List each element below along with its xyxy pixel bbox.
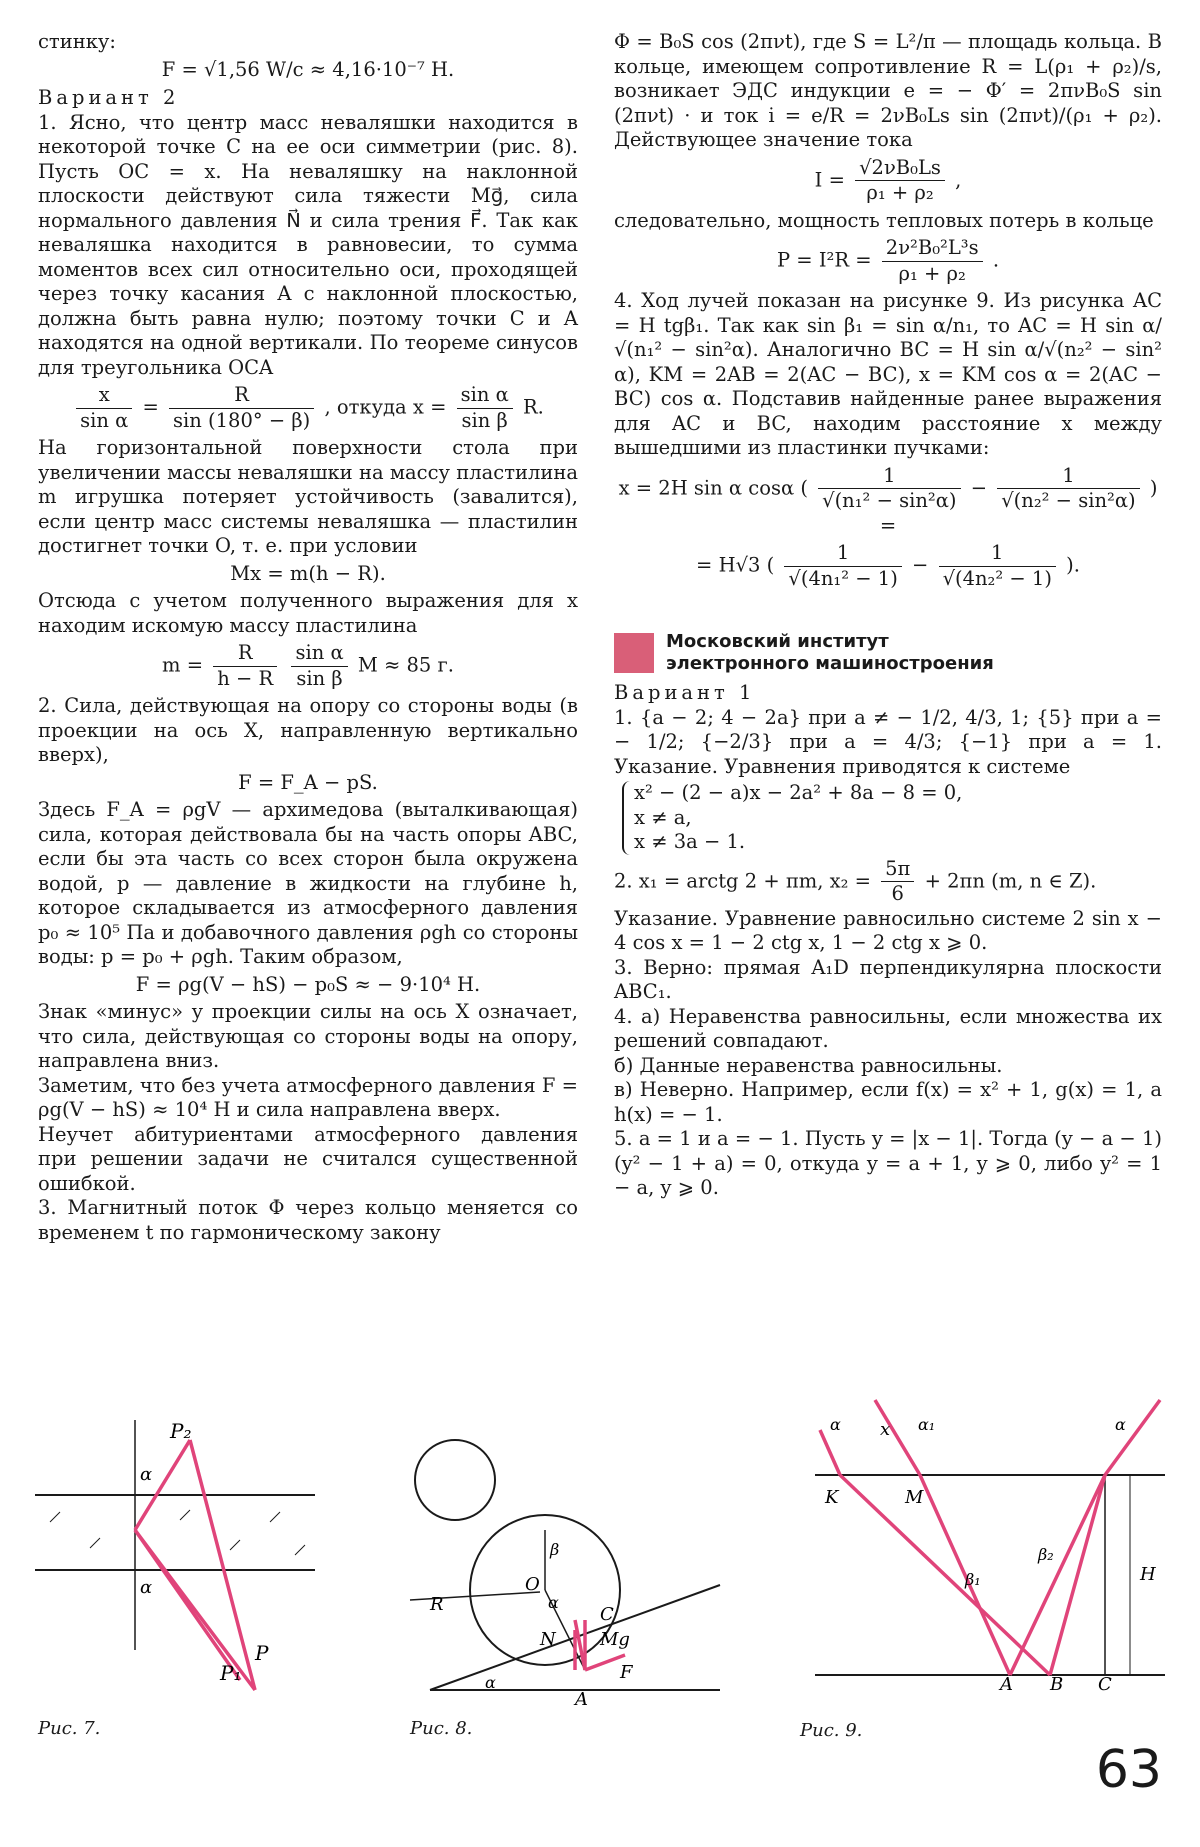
- paragraph: 3. Магнитный поток Φ через кольцо меняется со временем t по гармоническому закону: [38, 1196, 578, 1244]
- paragraph: 4. а) Неравенства равносильны, если множества их решений совпадают.: [614, 1004, 1162, 1052]
- formula: Mx = m(h − R).: [230, 561, 386, 585]
- label-beta: β: [550, 1540, 560, 1559]
- label-alpha-incline: α: [485, 1673, 496, 1692]
- label-alpha: α: [140, 1577, 153, 1598]
- text-line: стинку:: [38, 30, 116, 53]
- paragraph: 5. a = 1 и a = − 1. Пусть y = |x − 1|. Тогда (y − a − 1)(y² − 1 + a) = 0, откуда y = a + 1, y ⩾ 0, либо y² = 1 − a, y ⩾ 0.: [614, 1127, 1162, 1199]
- label-r: R: [430, 1594, 444, 1615]
- paragraph: Неучет абитуриентами атмосферного давления при решении задачи не считался существенной ошибкой.: [38, 1122, 578, 1195]
- label-p2: P₂: [170, 1419, 192, 1443]
- label-p1: P₁: [220, 1661, 242, 1685]
- institute-header: [614, 631, 1162, 675]
- page-number: 63: [1095, 1740, 1162, 1800]
- force-vectors: [135, 1440, 255, 1690]
- formula-text: −: [912, 553, 929, 577]
- label-alpha1: α₁: [918, 1415, 936, 1434]
- label-o: O: [525, 1574, 540, 1595]
- fraction: $\frac{1}{\text{√(4n₂² − 1)}}$: [939, 541, 1056, 591]
- formula-power: [614, 236, 1162, 286]
- label-alpha: α: [1115, 1415, 1126, 1434]
- answer-2: [614, 857, 1162, 907]
- label-a: A: [1000, 1674, 1013, 1695]
- paragraph: следовательно, мощность тепловых потерь в кольце: [614, 208, 1154, 232]
- label-p: P: [255, 1641, 269, 1665]
- fraction: $\frac{\text{√2νB₀Ls}}{\text{ρ₁ + ρ₂}}$: [855, 156, 945, 206]
- paragraph: б) Данные неравенства равносильны.: [614, 1053, 1003, 1077]
- paragraph: 4. Ход лучей показан на рисунке 9. Из рисунка AC = H tgβ₁. Так как sin β₁ = sin α/n₁, то AC = H sin α/√(n₁² − sin²α). Аналогично BC = H sin α/√(n₂² − sin² α), KM = 2AB = 2(AC − BC), x = KM cos α = 2(AC − BC) cos α. Подставив найденные ранее выражения для AC и BC, находим расстояние x между вышедшими из пластинки пучками:: [614, 289, 1162, 459]
- institute-name-line: Московский институт: [666, 631, 889, 652]
- paragraph: 1. Ясно, что центр масс неваляшки находится в некоторой точке C на ее оси симметрии (рис. 8). Пусть OC = x. На неваляшку на наклонной плоскости действуют сила тяжести Mg⃗, сила нормального давления N⃗ и сила трения F⃗. Так как неваляшка находится в равновесии, то сумма моментов всех сил относительно оси, проходящей через точку касания A с наклонной плоскостью, должна быть равна нулю; поэтому точки C и A находятся на одной вертикали. По теореме синусов для треугольника OCA: [38, 110, 578, 379]
- formula-mass: [38, 641, 578, 691]
- figure-9: [800, 1385, 1170, 1695]
- formula-text: P = I²R =: [776, 248, 872, 272]
- formula: F = √1,56 W/c ≈ 4,16·10⁻⁷ Н.: [161, 57, 455, 81]
- paragraph: Указание. Уравнение равносильно системе 2 sin x − 4 cos x = 1 − 2 ctg x, 1 − 2 ctg x ⩾ 0.: [614, 906, 1162, 954]
- paragraph: в) Неверно. Например, если f(x) = x² + 1, g(x) = 1, а h(x) = − 1.: [614, 1078, 1162, 1126]
- label-f: F: [620, 1662, 633, 1683]
- formula-distance-2: [614, 541, 1162, 591]
- formula: F = F_A − pS.: [238, 770, 378, 794]
- formula-current: [614, 156, 1162, 206]
- paragraph: Отсюда с учетом полученного выражения для x находим искомую массу пластилина: [38, 589, 578, 637]
- label-alpha: α: [140, 1464, 153, 1485]
- right-column: [614, 30, 1162, 1201]
- glass-hatching: [50, 1510, 305, 1555]
- institute-name-line: электронного машиностроения: [666, 653, 994, 674]
- fraction: $\frac{5\pi}{6}$: [881, 857, 914, 907]
- label-m: M: [905, 1487, 924, 1508]
- system-line: x² − (2 − a)x − 2a² + 8a − 8 = 0,: [634, 781, 963, 804]
- eq-sign: =: [142, 395, 159, 419]
- paragraph: Заметим, что без учета атмосферного давления F = ρg(V − hS) ≈ 10⁴ Н и сила направлена вверх.: [38, 1073, 578, 1121]
- label-b: B: [1050, 1674, 1064, 1695]
- formula-text: x = 2H sin α cosα (: [618, 476, 808, 499]
- formula-sines: [38, 383, 578, 433]
- figure-9-caption: Рис. 9.: [800, 1720, 863, 1741]
- formula-text: 2. x₁ = arctg 2 + πm, x₂ =: [614, 869, 871, 892]
- fraction: $\frac{\text{2ν²B₀²L³s}}{\text{ρ₁ + ρ₂}}$: [882, 236, 983, 286]
- paragraph: Φ = B₀S cos (2πνt), где S = L²/π — площадь кольца. В кольце, имеющем сопротивление R = L(ρ₁ + ρ₂)/s, возникает ЭДС индукции e = − Φ′ = 2πνB₀S sin (2πνt) · и ток i = e/R = 2νB₀Ls sin (2πνt)/(ρ₁ + ρ₂). Действующее значение тока: [614, 30, 1162, 151]
- label-n: N: [540, 1629, 556, 1650]
- fraction: $\frac{\text{sin α}}{\text{sin β}}$: [291, 641, 347, 691]
- paragraph: 1. {a − 2; 4 − 2a} при a ≠ − 1/2, 4/3, 1; {5} при a = − 1/2; {−2/3} при a = 4/3; {−1} при a = 1. Указание. Уравнения приводятся к системе: [614, 705, 1162, 778]
- figure-7-caption: Рис. 7.: [38, 1718, 101, 1739]
- label-k: K: [825, 1487, 839, 1508]
- paragraph: На горизонтальной поверхности стола при увеличении массы неваляшки на массу пластилина m игрушка потеряет устойчивость (завалится), если центр масс системы неваляшка — пластилин достигнет точки O, т. е. при условии: [38, 436, 578, 557]
- institute-name: [666, 631, 994, 675]
- fraction: $\frac{R}{h - R}$: [213, 641, 277, 691]
- formula-text: −: [970, 476, 988, 499]
- paragraph: 2. Сила, действующая на опору со стороны воды (в проекции на ось X, направленную вертикально вверх),: [38, 694, 578, 766]
- label-beta2: β₂: [1038, 1545, 1054, 1564]
- formula-text: .: [992, 248, 1000, 272]
- tumbler-head: [415, 1440, 495, 1520]
- label-alpha: α: [548, 1593, 559, 1612]
- fraction: $\frac{1}{\text{√(4n₁² − 1)}}$: [784, 541, 901, 591]
- paragraph: Знак «минус» у проекции силы на ось X означает, что сила, действующая со стороны воды на опору, направлена вниз.: [38, 1000, 578, 1072]
- institute-emblem-icon: [614, 633, 654, 673]
- label-beta1: β₁: [965, 1570, 981, 1589]
- label-x: x: [880, 1419, 891, 1440]
- fraction: $\frac{x}{\text{sin α}}$: [76, 383, 132, 433]
- figure-7: [30, 1410, 320, 1700]
- formula-text: ,: [955, 168, 962, 191]
- formula-text: ).: [1066, 553, 1080, 577]
- label-h: H: [1140, 1564, 1156, 1585]
- paragraph: Здесь F_A = ρgV — архимедова (выталкивающая) сила, которая действовала бы на часть опоры ABC, если бы эта часть со всех сторон была окружена водой, p — давление в жидкости на глубине h, которое складывается из атмосферного давления p₀ ≈ 10⁵ Па и добавочного давления ρgh со стороны воды: p = p₀ + ρgh. Таким образом,: [38, 798, 578, 968]
- figure-8: [400, 1420, 730, 1710]
- fraction: $\frac{1}{\text{√(n₂² − sin²α)}}$: [997, 464, 1139, 514]
- formula: F = ρg(V − hS) − p₀S ≈ − 9·10⁴ Н.: [135, 972, 481, 996]
- formula-text: I =: [814, 168, 845, 191]
- formula-text: = H√3 (: [696, 553, 775, 577]
- label-c: C: [600, 1604, 614, 1625]
- light-rays: [820, 1400, 1160, 1675]
- formula-distance-1: [614, 464, 1162, 539]
- label-c: C: [1098, 1674, 1112, 1695]
- variant-heading: Вариант 1: [614, 681, 756, 704]
- left-column: [38, 30, 578, 1245]
- variant-heading: Вариант 2: [38, 86, 180, 109]
- formula-text: R.: [522, 395, 544, 419]
- equation-system: [622, 781, 1162, 855]
- fraction: $\frac{R}{\sin (180^\circ - \beta)}$: [169, 383, 314, 433]
- paragraph: 3. Верно: прямая A₁D перпендикулярна плоскости ABC₁.: [614, 955, 1162, 1003]
- formula-text: M ≈ 85 г.: [357, 653, 454, 677]
- label-alpha: α: [830, 1415, 841, 1434]
- formula-text: + 2πn (m, n ∈ Z).: [924, 869, 1097, 892]
- label-a: A: [575, 1689, 588, 1710]
- figure-8-caption: Рис. 8.: [410, 1718, 473, 1739]
- system-line: x ≠ a,: [634, 805, 692, 829]
- system-line: x ≠ 3a − 1.: [634, 830, 746, 853]
- fraction: $\frac{\text{sin α}}{\text{sin β}}$: [457, 383, 513, 433]
- formula-text: m =: [162, 653, 204, 677]
- fraction: $\frac{1}{\text{√(n₁² − sin²α)}}$: [818, 464, 960, 514]
- formula-text: ) =: [879, 476, 1158, 537]
- label-mg: Mg: [600, 1629, 630, 1650]
- formula-text: , откуда x =: [324, 395, 447, 419]
